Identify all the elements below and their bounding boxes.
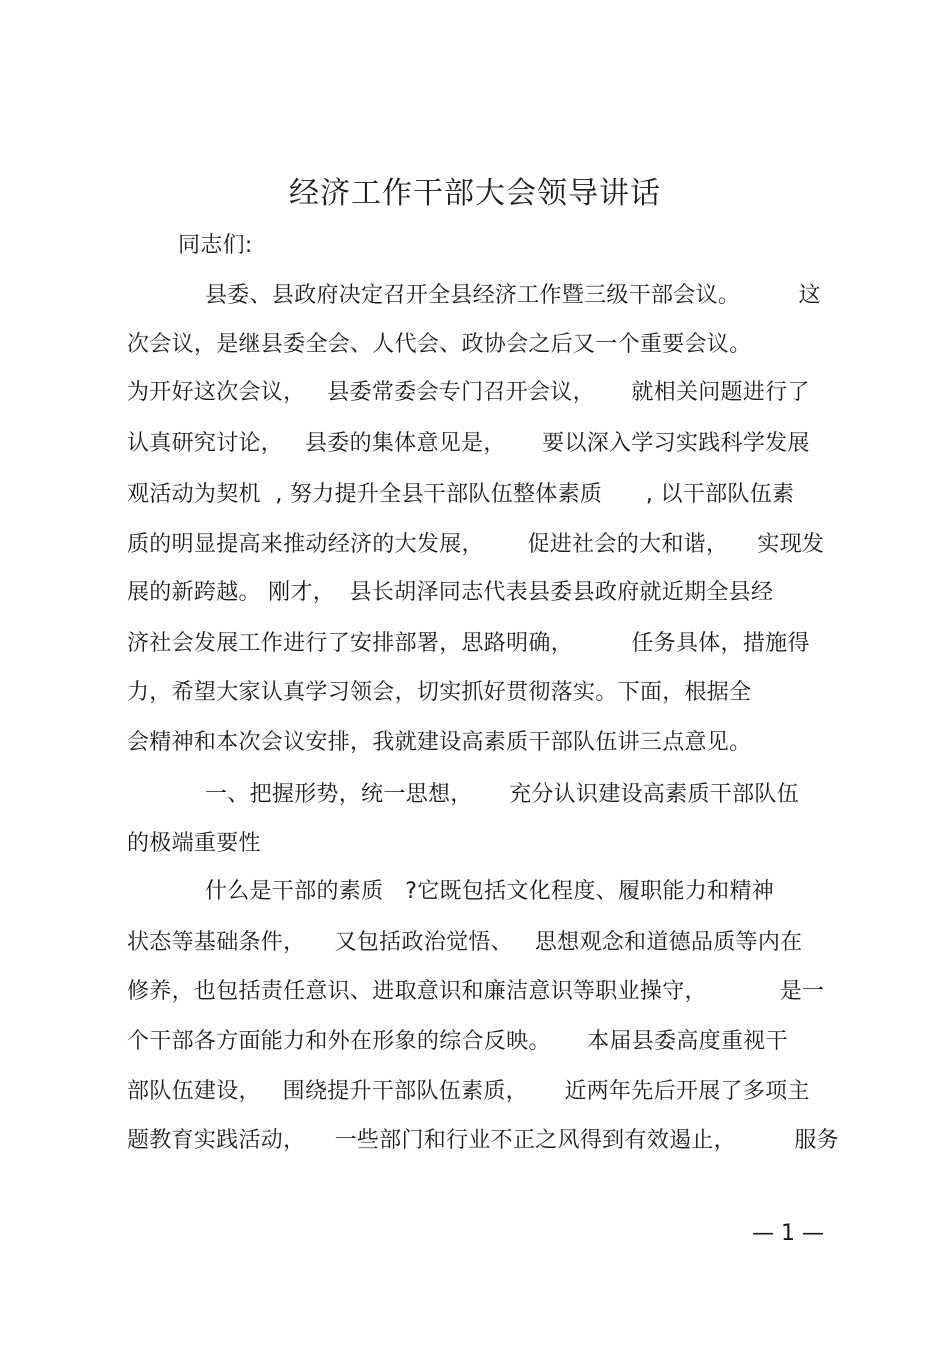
body-line: 状态等基础条件， 又包括政治觉悟、 思想观念和道德品质等内在 xyxy=(127,930,803,955)
section-heading: 一、把握形势，统一思想， 充分认识建设高素质干部队伍 xyxy=(205,782,799,807)
salutation: 同志们: xyxy=(178,233,253,258)
body-line: 力，希望大家认真学习领会，切实抓好贯彻落实。下面，根据全 xyxy=(127,680,752,705)
body-line: 县委、县政府决定召开全县经济工作暨三级干部会议。 这 xyxy=(205,283,821,308)
body-line: 什么是干部的素质 ?它既包括文化程度、履职能力和精神 xyxy=(205,879,775,904)
body-line: 次会议，是继县委全会、人代会、政协会之后又一个重要会议。 xyxy=(127,332,752,357)
body-line: 济社会发展工作进行了安排部署，思路明确， 任务具体，措施得 xyxy=(127,631,810,656)
section-heading: 的极端重要性 xyxy=(127,831,261,856)
body-line: 观活动为契机 , 努力提升全县干部队伍整体素质 , 以干部队伍素 xyxy=(127,482,795,507)
body-line: 质的明显提高来推动经济的大发展， 促进社会的大和谐， 实现发 xyxy=(127,532,825,557)
body-line: 修养，也包括责任意识、进取意识和廉洁意识等职业操守， 是一 xyxy=(127,979,825,1004)
document-title: 经济工作干部大会领导讲话 xyxy=(289,176,661,211)
body-line: 认真研究讨论， 县委的集体意见是， 要以深入学习实践科学发展 xyxy=(127,431,810,456)
body-line: 会精神和本次会议安排，我就建设高素质干部队伍讲三点意见。 xyxy=(127,730,752,755)
page-number: — 1 — xyxy=(752,1221,824,1246)
body-line: 展的新跨越。 刚才， 县长胡泽同志代表县委县政府就近期全县经 xyxy=(127,580,774,605)
body-line: 个干部各方面能力和外在形象的综合反映。 本届县委高度重视干 xyxy=(127,1029,788,1054)
body-line: 为开好这次会议， 县委常委会专门召开会议， 就相关问题进行了 xyxy=(127,380,810,405)
body-line: 部队伍建设， 围绕提升干部队伍素质， 近两年先后开展了多项主 xyxy=(127,1079,810,1104)
body-line: 题教育实践活动， 一些部门和行业不正之风得到有效遏止， 服务 xyxy=(127,1128,839,1153)
